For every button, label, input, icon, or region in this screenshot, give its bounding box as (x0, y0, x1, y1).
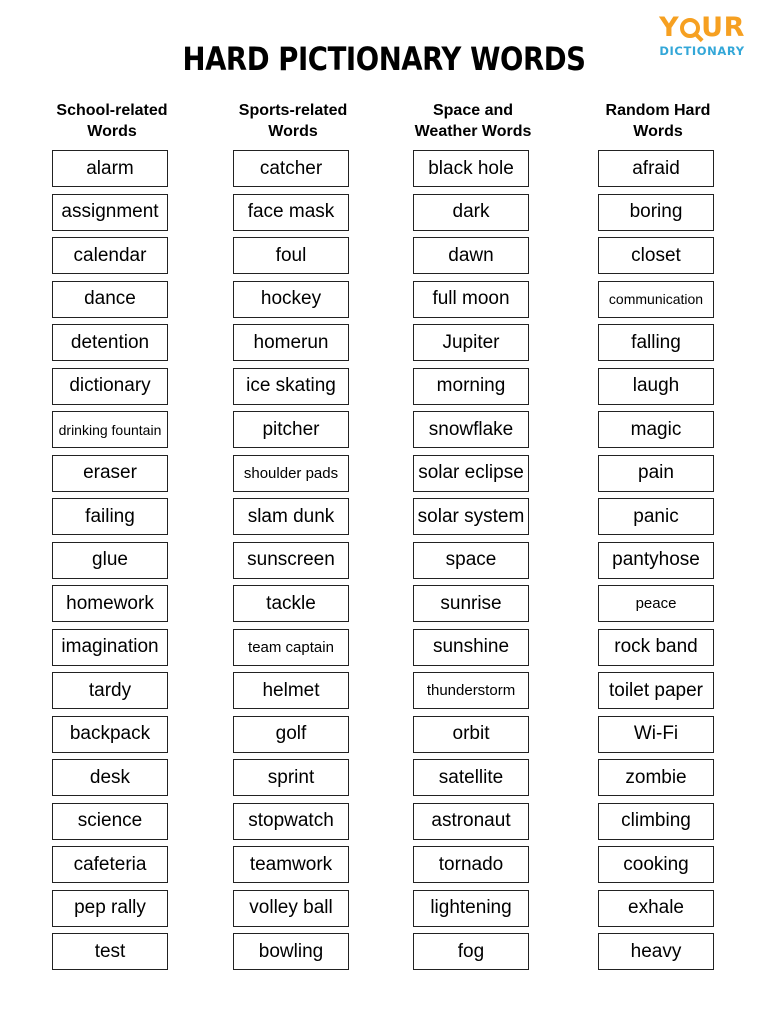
word-cell: boring (598, 194, 714, 231)
column-heading-line: Words (268, 123, 318, 140)
word-cell: homework (52, 585, 168, 622)
column-heading (52, 100, 172, 144)
word-cell: imagination (52, 629, 168, 666)
word-cell: communication (598, 281, 714, 318)
word-cell: black hole (413, 150, 529, 187)
column-random-hard (598, 100, 718, 977)
logo-wordmark-bottom: DICTIONARY (659, 44, 745, 58)
word-cell: pitcher (233, 411, 349, 448)
word-cell: tornado (413, 846, 529, 883)
word-cell: pep rally (52, 890, 168, 927)
word-cell: dawn (413, 237, 529, 274)
column-heading (413, 100, 533, 144)
magnifier-icon (680, 18, 700, 38)
word-cell: shoulder pads (233, 455, 349, 492)
column-heading-line: Sports-related (238, 102, 348, 119)
column-heading (598, 100, 718, 144)
word-cell: alarm (52, 150, 168, 187)
word-cell: dictionary (52, 368, 168, 405)
word-cell: falling (598, 324, 714, 361)
word-cell: exhale (598, 890, 714, 927)
column-space-weather (413, 100, 533, 977)
word-cell: failing (52, 498, 168, 535)
word-cell: stopwatch (233, 803, 349, 840)
word-cell: calendar (52, 237, 168, 274)
column-heading-line: School-related (56, 102, 168, 119)
word-cell: space (413, 542, 529, 579)
word-cell: astronaut (413, 803, 529, 840)
column-sports (233, 100, 353, 977)
word-cell: laugh (598, 368, 714, 405)
word-cell: dance (52, 281, 168, 318)
word-cell: tackle (233, 585, 349, 622)
word-cell: afraid (598, 150, 714, 187)
word-cell: closet (598, 237, 714, 274)
word-cell: magic (598, 411, 714, 448)
column-heading-line: Words (87, 123, 137, 140)
word-cell: desk (52, 759, 168, 796)
word-cell: peace (598, 585, 714, 622)
word-cell: ice skating (233, 368, 349, 405)
word-cell: hockey (233, 281, 349, 318)
word-cell: climbing (598, 803, 714, 840)
word-cell: bowling (233, 933, 349, 970)
word-cell: sunshine (413, 629, 529, 666)
logo-wordmark-top (656, 14, 748, 42)
word-cell: sprint (233, 759, 349, 796)
word-cell: panic (598, 498, 714, 535)
column-heading-line: Words (633, 123, 683, 140)
word-cell: test (52, 933, 168, 970)
word-cell: morning (413, 368, 529, 405)
word-cell: drinking fountain (52, 411, 168, 448)
word-cell: foul (233, 237, 349, 274)
logo-letters-ur: UR (701, 12, 745, 43)
word-cell: team captain (233, 629, 349, 666)
word-cell: pain (598, 455, 714, 492)
word-cell: thunderstorm (413, 672, 529, 709)
word-cell: fog (413, 933, 529, 970)
word-cell: pantyhose (598, 542, 714, 579)
word-cell: heavy (598, 933, 714, 970)
word-cell: eraser (52, 455, 168, 492)
word-cell: snowflake (413, 411, 529, 448)
column-heading-line: Random Hard (605, 102, 711, 119)
column-heading-line: Space and (432, 102, 514, 119)
column-heading-line: Weather Words (414, 123, 532, 140)
word-cell: dark (413, 194, 529, 231)
word-cell: Wi-Fi (598, 716, 714, 753)
word-cell: homerun (233, 324, 349, 361)
word-cell: orbit (413, 716, 529, 753)
word-cell: glue (52, 542, 168, 579)
word-cell: solar system (413, 498, 529, 535)
word-cell: sunrise (413, 585, 529, 622)
word-cell: toilet paper (598, 672, 714, 709)
word-cell: volley ball (233, 890, 349, 927)
logo-letter-y: Y (659, 12, 680, 43)
word-cell: full moon (413, 281, 529, 318)
word-cell: rock band (598, 629, 714, 666)
word-cell: zombie (598, 759, 714, 796)
word-cell: solar eclipse (413, 455, 529, 492)
word-cell: catcher (233, 150, 349, 187)
word-cell: golf (233, 716, 349, 753)
column-school (52, 100, 172, 977)
word-cell: satellite (413, 759, 529, 796)
word-cell: helmet (233, 672, 349, 709)
word-cell: assignment (52, 194, 168, 231)
word-cell: detention (52, 324, 168, 361)
column-heading (233, 100, 353, 144)
word-cell: cooking (598, 846, 714, 883)
word-cell: backpack (52, 716, 168, 753)
word-cell: teamwork (233, 846, 349, 883)
word-cell: science (52, 803, 168, 840)
word-cell: slam dunk (233, 498, 349, 535)
word-cell: lightening (413, 890, 529, 927)
word-cell: sunscreen (233, 542, 349, 579)
word-cell: face mask (233, 194, 349, 231)
word-cell: cafeteria (52, 846, 168, 883)
page-title: HARD PICTIONARY WORDS (182, 40, 586, 78)
yourdictionary-logo (656, 14, 748, 58)
word-cell: tardy (52, 672, 168, 709)
word-cell: Jupiter (413, 324, 529, 361)
